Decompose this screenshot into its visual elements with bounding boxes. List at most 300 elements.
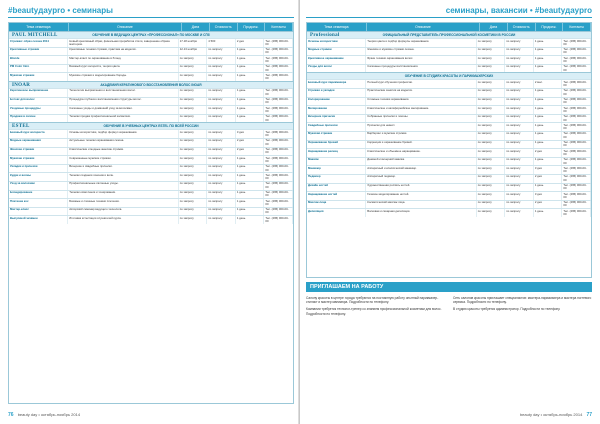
- table-cell: по запросу: [505, 123, 534, 131]
- table-cell: по запросу: [477, 80, 506, 88]
- table-cell: Выпускной экзамен: [9, 216, 68, 224]
- table-cell: по запросу: [207, 130, 236, 138]
- table-cell: Тел. (495) 000-00-00: [264, 73, 293, 81]
- table-cell: Тел. (495) 000-00-00: [562, 56, 591, 64]
- table-cell: Свадебные прически: [307, 123, 366, 131]
- table-row: [307, 183, 591, 192]
- table-cell: Базовый курс колориста: [9, 130, 68, 138]
- table-cell: Яркие техники окрашивания волос.: [366, 56, 476, 64]
- table-row: [9, 172, 293, 181]
- jobs-section: [306, 296, 592, 408]
- table-cell: по запросу: [179, 148, 208, 156]
- table-cell: по запросу: [207, 148, 236, 156]
- table-cell: Мужские стрижки: [9, 156, 68, 164]
- table-cell: 1 день: [534, 184, 563, 192]
- table-cell: по запросу: [477, 166, 506, 174]
- table-cell: Аппаратный и классический маникюр.: [366, 166, 476, 174]
- table-head-cell: Продолж.: [238, 23, 266, 31]
- table-row: [9, 47, 293, 56]
- table-cell: Гелевое моделирование ногтей.: [366, 192, 476, 200]
- job-ad: Сеть салонов красоты приглашает специалистов: мастера-парикмахера и мастера ногтевого сервиса. Подробности по телефону.: [453, 296, 592, 305]
- table-cell: Итоговая аттестация слушателей курса.: [68, 216, 178, 224]
- table-cell: Тел. (495) 000-00-00: [562, 132, 591, 140]
- table-cell: Собранные прически и локоны.: [366, 115, 476, 123]
- table-cell: 2 мес.: [534, 80, 563, 88]
- table-cell: Продажи в салоне: [9, 115, 68, 123]
- table-cell: Тел. (495) 000-00-00: [562, 39, 591, 47]
- table-cell: Уход за волосами: [9, 182, 68, 190]
- brand-logo: INOAR: [12, 82, 31, 88]
- table-cell: по запросу: [477, 115, 506, 123]
- table-cell: Мастер-класс по окрашиванию в блонд.: [68, 56, 178, 64]
- table-cell: по запросу: [477, 48, 506, 56]
- left-page-header: #beautyдayprо • семинары: [8, 6, 113, 15]
- table-cell: по запросу: [207, 56, 236, 64]
- table-row: [9, 38, 293, 47]
- table-cell: по запросу: [477, 106, 506, 114]
- right-page-number: 77: [586, 412, 592, 418]
- table-cell: 1 день: [534, 209, 563, 217]
- table-cell: Тел. (495) 000-00-00: [562, 106, 591, 114]
- table-cell: 3 дня: [236, 130, 265, 138]
- table-cell: по запросу: [505, 98, 534, 106]
- section-title-bar: ОБУЧЕНИЕ В СТУДИЯХ КРАСОТЫ И ПАРИКМАХЕРСКИХ: [307, 73, 591, 79]
- jobs-column-left: [306, 296, 445, 408]
- table-row: [307, 47, 591, 56]
- table-cell: по запросу: [477, 39, 506, 47]
- table-cell: по запросу: [505, 80, 534, 88]
- table-row: [9, 155, 293, 164]
- table-cell: по запросу: [505, 209, 534, 217]
- table-cell: по запросу: [477, 65, 506, 73]
- table-cell: Тел. (495) 000-00-00: [562, 158, 591, 166]
- table-cell: 1 день: [236, 73, 265, 81]
- table-cell: Тел. (495) 000-00-00: [264, 156, 293, 164]
- left-page-number: 76: [8, 412, 14, 418]
- table-cell: Мужская стрижка: [307, 132, 366, 140]
- table-row: [9, 72, 293, 81]
- table-cell: Техники продаж профессиональной косметики.: [68, 115, 178, 123]
- table-cell: Косметический массаж лица.: [366, 201, 476, 209]
- table-cell: по запросу: [207, 182, 236, 190]
- table-head-cell: Контакты: [265, 23, 293, 31]
- table-cell: Уходы для волос: [307, 65, 366, 73]
- table-cell: по запросу: [505, 132, 534, 140]
- table-cell: Техники создания локонов и волн.: [68, 173, 178, 181]
- table-cell: Кудри и волны: [9, 173, 68, 181]
- table-cell: 1 день: [534, 158, 563, 166]
- table-cell: Техники осветления и тонирования.: [68, 191, 178, 199]
- table-row: [9, 64, 293, 73]
- table-row: [9, 129, 293, 138]
- table-cell: 1 день: [236, 89, 265, 97]
- table-cell: по запросу: [179, 65, 208, 73]
- table-head-cell: Стоимость: [508, 23, 536, 31]
- table-cell: 2 дня: [534, 201, 563, 209]
- table-cell: Базовые и сложные техники плетения.: [68, 199, 178, 207]
- table-cell: по запросу: [477, 192, 506, 200]
- table-row: [9, 105, 293, 114]
- table-cell: по запросу: [477, 141, 506, 149]
- table-cell: Тел. (495) 000-00-00: [264, 98, 293, 106]
- section-title-bar: ОФИЦИАЛЬНЫЙ ПРЕДСТАВИТЕЛЬ ПРОФЕССИОНАЛЬНОЙ КОСМЕТИКИ В РОССИИ: [307, 32, 591, 38]
- table-row: [307, 165, 591, 174]
- table-cell: по запросу: [207, 173, 236, 181]
- table-cell: по запросу: [477, 132, 506, 140]
- table-cell: Салонные процедуры восстановления.: [366, 65, 476, 73]
- table-cell: Тел. (495) 000-00-00: [562, 166, 591, 174]
- table-row: [307, 64, 591, 73]
- table-cell: Классическое и объемное наращивание.: [366, 149, 476, 157]
- table-cell: по запросу: [179, 156, 208, 164]
- table-row: [9, 138, 293, 147]
- table-cell: Тел. (495) 000-00-00: [264, 106, 293, 114]
- table-cell: Блондирование: [9, 191, 68, 199]
- table-row: [9, 55, 293, 64]
- table-cell: Полный курс обучения профессии.: [366, 80, 476, 88]
- jobs-section-title: ПРИГЛАШАЕМ НА РАБОТУ: [306, 282, 592, 292]
- table-cell: Тел. (495) 000-00-00: [264, 39, 293, 47]
- table-cell: Тел. (495) 000-00-00: [562, 175, 591, 183]
- table-cell: 1 день: [534, 115, 563, 123]
- table-cell: 1 день: [236, 48, 265, 56]
- table-cell: Депиляция: [307, 209, 366, 217]
- table-cell: Колорирование: [307, 98, 366, 106]
- table-cell: 1 день: [236, 182, 265, 190]
- table-cell: Художественная роспись ногтей.: [366, 184, 476, 192]
- table-cell: 1 день: [236, 199, 265, 207]
- table-cell: Базовый курс колориста, теория цвета.: [68, 65, 178, 73]
- table-cell: по запросу: [505, 56, 534, 64]
- table-cell: Салонные уходы и домашний уход за волосами.: [68, 106, 178, 114]
- seminar-section: [9, 31, 293, 81]
- table-cell: Тел. (495) 000-00-00: [562, 115, 591, 123]
- table-cell: Плетение кос: [9, 199, 68, 207]
- table-cell: Тел. (495) 000-00-00: [264, 115, 293, 123]
- table-cell: по запросу: [505, 48, 534, 56]
- table-cell: по запросу: [179, 89, 208, 97]
- table-row: [307, 105, 591, 114]
- table-cell: Тел. (495) 000-00-00: [562, 80, 591, 88]
- table-cell: по запросу: [505, 192, 534, 200]
- table-cell: по запросу: [179, 98, 208, 106]
- table-cell: Тел. (495) 000-00-00: [264, 48, 293, 56]
- table-cell: Профессиональные салонные уходы.: [68, 182, 178, 190]
- table-cell: по запросу: [207, 139, 236, 147]
- left-footer: [8, 412, 80, 418]
- table-row: [9, 207, 293, 216]
- table-row: [307, 79, 591, 88]
- right-seminar-table: [306, 22, 592, 278]
- table-cell: Тел. (495) 000-00-00: [562, 48, 591, 56]
- table-cell: Тел. (495) 000-00-00: [562, 123, 591, 131]
- table-cell: по запросу: [477, 56, 506, 64]
- table-row: [9, 181, 293, 190]
- left-seminar-table: [8, 22, 294, 404]
- table-cell: по запросу: [179, 173, 208, 181]
- section-title-bar: ОБУЧЕНИЕ В УЧЕБНЫХ ЦЕНТРАХ ESTEL ПО ВСЕЙ РОССИИ: [9, 123, 293, 129]
- table-cell: Тел. (495) 000-00-00: [264, 173, 293, 181]
- table-head-cell: Стоимость: [210, 23, 238, 31]
- table-cell: Основы колористики, подбор формул окрашивания.: [68, 130, 178, 138]
- table-cell: Теория цвета и подбор формулы окрашивания.: [366, 39, 476, 47]
- table-cell: Тел. (495) 000-00-00: [562, 98, 591, 106]
- table-cell: Стрижки и укладки: [307, 89, 366, 97]
- table-row: [307, 208, 591, 217]
- table-cell: по запросу: [505, 149, 534, 157]
- table-cell: по запросу: [477, 175, 506, 183]
- table-cell: Базовый курс парикмахера: [307, 80, 366, 88]
- table-cell: 1 день: [236, 173, 265, 181]
- table-row: [307, 38, 591, 47]
- table-cell: Авторский семинар ведущего технолога.: [68, 208, 178, 216]
- table-cell: 3 дня: [534, 166, 563, 174]
- jobs-column-right: [453, 296, 592, 408]
- table-cell: 2 дня: [534, 175, 563, 183]
- table-cell: 1 день: [534, 132, 563, 140]
- seminar-section: [307, 72, 591, 217]
- seminar-section: [9, 122, 293, 224]
- table-cell: по запросу: [477, 158, 506, 166]
- table-cell: Тел. (495) 000-00-00: [562, 65, 591, 73]
- table-cell: 3 дня: [534, 192, 563, 200]
- table-cell: Практические занятия на моделях.: [366, 89, 476, 97]
- table-cell: Укладки и прически: [9, 165, 68, 173]
- table-cell: PM Color Intro: [9, 65, 68, 73]
- table-cell: по запросу: [207, 165, 236, 173]
- table-cell: Прически для невест.: [366, 123, 476, 131]
- table-cell: Аппаратный педикюр.: [366, 175, 476, 183]
- table-cell: Уходовые процедуры: [9, 106, 68, 114]
- table-cell: Дневной и вечерний макияж.: [366, 158, 476, 166]
- table-cell: по запросу: [505, 115, 534, 123]
- table-cell: 1 день: [236, 98, 265, 106]
- table-cell: по запросу: [505, 175, 534, 183]
- table-cell: 1 день: [534, 48, 563, 56]
- brand-logo: PAUL MITCHELL: [12, 33, 58, 38]
- table-cell: по запросу: [207, 48, 236, 56]
- table-row: [307, 55, 591, 64]
- table-cell: Классическое и калифорнийское мелирование.: [366, 106, 476, 114]
- table-cell: 2 дня: [534, 149, 563, 157]
- table-row: [9, 147, 293, 156]
- table-cell: по запросу: [207, 216, 236, 224]
- table-head-cell: Продолж.: [536, 23, 564, 31]
- table-cell: 1 день: [534, 65, 563, 73]
- left-table-head: [9, 23, 293, 31]
- job-ad: В студию красоты требуется администратор. Подробности по телефону.: [453, 307, 561, 312]
- table-cell: по запросу: [477, 209, 506, 217]
- table-cell: Тел. (495) 000-00-00: [264, 65, 293, 73]
- table-cell: Женские и мужские стрижки сезона.: [366, 48, 476, 56]
- table-cell: Тел. (495) 000-00-00: [264, 191, 293, 199]
- job-ad: Салону красоты в центре города требуются на постоянную работу опытный парикмахер-стилист и мастер маникюра. Подробности по телефону.: [306, 296, 439, 305]
- table-cell: по запросу: [207, 208, 236, 216]
- table-cell: Модные окрашивания: [9, 139, 68, 147]
- table-cell: по запросу: [179, 139, 208, 147]
- brand-logo: ESTEL: [12, 124, 30, 130]
- table-row: [307, 131, 591, 140]
- table-cell: Вечерние и свадебные прически.: [68, 165, 178, 173]
- table-cell: Тел. (495) 000-00-00: [562, 149, 591, 157]
- left-footer-text: beauty day • октябрь-ноябрь 2014: [17, 412, 81, 417]
- table-cell: 2 дня: [236, 39, 265, 47]
- table-cell: 1 день: [236, 216, 265, 224]
- table-cell: по запросу: [505, 158, 534, 166]
- table-cell: Тел. (495) 000-00-00: [562, 192, 591, 200]
- right-footer: [520, 412, 592, 418]
- table-cell: Мелирование: [307, 106, 366, 114]
- table-cell: Основы колористики: [307, 39, 366, 47]
- table-cell: по запросу: [179, 73, 208, 81]
- table-cell: 1 день: [236, 156, 265, 164]
- table-row: [307, 122, 591, 131]
- table-cell: по запросу: [477, 98, 506, 106]
- table-cell: Наращивание ногтей: [307, 192, 366, 200]
- table-cell: по запросу: [179, 216, 208, 224]
- table-cell: Тел. (495) 000-00-00: [264, 165, 293, 173]
- table-cell: по запросу: [207, 98, 236, 106]
- table-cell: Мастер-класс: [9, 208, 68, 216]
- table-cell: 1 день: [534, 98, 563, 106]
- table-cell: 17-18 ноября: [179, 39, 208, 47]
- table-cell: Дизайн ногтей: [307, 184, 366, 192]
- table-cell: по запросу: [505, 89, 534, 97]
- table-cell: 1 день: [534, 89, 563, 97]
- table-cell: Актуальные техники окрашивания сезона.: [68, 139, 178, 147]
- table-row: [9, 97, 293, 106]
- table-head-cell: Описание: [69, 23, 182, 31]
- table-head-cell: Контакты: [563, 23, 591, 31]
- table-cell: по запросу: [505, 106, 534, 114]
- table-row: [9, 114, 293, 123]
- right-page: [300, 0, 600, 424]
- table-cell: Тел. (495) 000-00-00: [264, 139, 293, 147]
- table-cell: Макияж: [307, 158, 366, 166]
- table-cell: 1 день: [236, 165, 265, 173]
- table-cell: 1 день: [236, 56, 265, 64]
- table-row: [307, 148, 591, 157]
- table-cell: Барберинг и мужские стрижки.: [366, 132, 476, 140]
- table-row: [307, 140, 591, 149]
- table-cell: Новый креативный образ, финальная проработка стиля, завершение образа мастером.: [68, 39, 178, 47]
- table-cell: по запросу: [477, 123, 506, 131]
- table-cell: 1 день: [534, 141, 563, 149]
- table-cell: по запросу: [179, 106, 208, 114]
- table-cell: Классические и модные женские стрижки.: [68, 148, 178, 156]
- table-cell: Тел. (495) 000-00-00: [264, 148, 293, 156]
- table-cell: 1 день: [236, 191, 265, 199]
- table-cell: Мужские стрижки: [9, 73, 68, 81]
- table-cell: 1 день: [534, 106, 563, 114]
- table-cell: по запросу: [179, 56, 208, 64]
- table-row: [9, 164, 293, 173]
- table-cell: Маникюр: [307, 166, 366, 174]
- table-cell: Креативные стрижки: [9, 48, 68, 56]
- table-cell: Тел. (495) 000-00-00: [562, 209, 591, 217]
- table-cell: Наращивание ресниц: [307, 149, 366, 157]
- table-cell: Тел. (495) 000-00-00: [264, 208, 293, 216]
- table-cell: по запросу: [179, 130, 208, 138]
- table-cell: Blonde: [9, 56, 68, 64]
- table-cell: по запросу: [477, 184, 506, 192]
- table-row: [307, 97, 591, 106]
- table-cell: Тел. (495) 000-00-00: [562, 201, 591, 209]
- table-head-cell: Описание: [367, 23, 480, 31]
- table-cell: по запросу: [179, 165, 208, 173]
- table-cell: 1 день: [534, 123, 563, 131]
- table-row: [9, 190, 293, 199]
- table-cell: Креативное окрашивание: [307, 56, 366, 64]
- table-cell: Педикюр: [307, 175, 366, 183]
- table-cell: Ботокс для волос: [9, 98, 68, 106]
- left-header-rule: [8, 17, 294, 18]
- table-cell: по запросу: [207, 191, 236, 199]
- table-row: [307, 157, 591, 166]
- table-cell: по запросу: [179, 191, 208, 199]
- table-cell: по запросу: [505, 201, 534, 209]
- table-cell: 1 день: [236, 115, 265, 123]
- right-footer-text: beauty day • октябрь-ноябрь 2014: [519, 412, 583, 417]
- seminar-section: [9, 81, 293, 122]
- table-cell: Тел. (495) 000-00-00: [264, 130, 293, 138]
- table-cell: по запросу: [207, 156, 236, 164]
- table-cell: по запросу: [505, 65, 534, 73]
- section-title-bar: АКАДЕМИЯ КЕРАТИНОВОГО ВОССТАНОВЛЕНИЯ ВОЛОС INOAR: [9, 82, 293, 88]
- table-cell: 1 день: [236, 106, 265, 114]
- table-cell: Тел. (495) 000-00-00: [264, 216, 293, 224]
- table-row: [307, 88, 591, 97]
- table-cell: Сложные техники окрашивания.: [366, 98, 476, 106]
- table-row: [307, 114, 591, 123]
- table-cell: по запросу: [207, 89, 236, 97]
- table-cell: Тел. (495) 000-00-00: [264, 89, 293, 97]
- table-cell: 1 день: [534, 39, 563, 47]
- table-cell: Тел. (495) 000-00-00: [264, 56, 293, 64]
- right-header-rule: [306, 17, 592, 18]
- table-row: [9, 88, 293, 97]
- table-cell: Технология выпрямления и восстановления волос.: [68, 89, 178, 97]
- table-cell: по запросу: [179, 182, 208, 190]
- table-row: [9, 198, 293, 207]
- table-cell: Тел. (495) 000-00-00: [264, 182, 293, 190]
- table-cell: Креативные техники стрижки, практика на моделях.: [68, 48, 178, 56]
- table-cell: Современные мужские стрижки.: [68, 156, 178, 164]
- seminar-section: [307, 31, 591, 72]
- section-title-bar: ОБУЧЕНИЕ В ВЕДУЩИХ ЦЕНТРАХ «ПРОФЕССИОНАЛ» ПО МОСКВЕ И СПб: [9, 32, 293, 38]
- table-cell: по запросу: [505, 184, 534, 192]
- table-head-cell: Тема семинара: [9, 23, 69, 31]
- table-cell: Тел. (495) 000-00-00: [264, 199, 293, 207]
- right-page-header: семинары, вакансии • #beautyдayprо: [445, 6, 592, 15]
- table-cell: 4 500: [207, 39, 236, 47]
- table-head-cell: Дата: [182, 23, 210, 31]
- table-cell: Тел. (495) 000-00-00: [562, 184, 591, 192]
- table-cell: Массаж лица: [307, 201, 366, 209]
- table-cell: Тел. (495) 000-00-00: [562, 141, 591, 149]
- table-head-cell: Дата: [480, 23, 508, 31]
- table-cell: Модные стрижки: [307, 48, 366, 56]
- brand-logo: Professional: [310, 33, 340, 38]
- table-cell: Женские стрижки: [9, 148, 68, 156]
- table-head-cell: Тема семинара: [307, 23, 367, 31]
- right-table-head: [307, 23, 591, 31]
- table-cell: по запросу: [179, 115, 208, 123]
- table-cell: по запросу: [179, 208, 208, 216]
- table-cell: по запросу: [505, 166, 534, 174]
- table-cell: по запросу: [207, 73, 236, 81]
- table-cell: по запросу: [207, 106, 236, 114]
